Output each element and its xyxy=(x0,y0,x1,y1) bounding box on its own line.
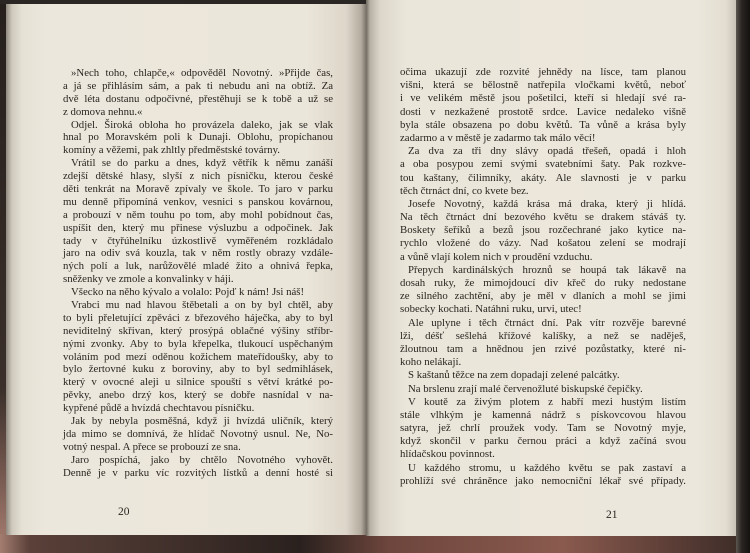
text-line: zdejší dětské hlasy, slyší z nich písničku, kterou české xyxy=(63,170,333,183)
text-line: dosti v nezkažené prostotě srdce. Lavice nedaleko višně xyxy=(400,105,686,118)
text-line: mu denně připomíná venkov, vesnici s panskou kovárnou, xyxy=(63,195,333,208)
text-line: uspíšit den, který mu přinese výsluzbu a odpočinek. Jak xyxy=(63,221,333,234)
text-line: i ve velikém městě jsou pošetilci, kteří si hledají své ra- xyxy=(400,92,686,105)
text-line: Vrabci mu nad hlavou štěbetali a on by byl chtěl, aby xyxy=(71,299,333,312)
text-line: Denně je v parku víc rozvitých lístků a denní hosté si xyxy=(63,466,333,479)
text-line: V koutě za živým plotem z habří mezi hustým listím xyxy=(408,395,686,408)
paragraph xyxy=(400,369,686,382)
text-line: těch čtrnáct dní, co kvete bez. xyxy=(400,184,529,197)
text-line: Na těch čtrnáct dní bezového květu se drakem stáváš ty. xyxy=(400,211,686,224)
text-line: jaro na odiv svá kouzla, tak v něm rostly obrazy vzdále- xyxy=(63,247,333,260)
text-line: votný nespal. A přece se probouzí ze sna. xyxy=(63,440,241,453)
text-line: a oba posypou zemi svými svatebními šaty. Pak rozkve- xyxy=(400,158,686,171)
text-line: S kaštanů těžce na zem dopadají zelené palcátky. xyxy=(408,369,620,382)
text-line: nými zvonky. Aby to byla křepelka, tlukoucí uspěchaným xyxy=(63,337,333,350)
text-line: »Nech toho, chlapče,« odpověděl Novotný. »Přijde čas, xyxy=(71,67,333,79)
text-line: dosah ruky, že mimojdoucí div křeč do ruky nedostane xyxy=(400,277,686,289)
paragraph xyxy=(63,299,333,415)
scan-border-right xyxy=(736,0,750,553)
text-line: Vrátil se do parku a dnes, když větřík k němu zanáší xyxy=(71,157,333,170)
text-line: a vůně vlají kolem nich v proudění vzduchu. xyxy=(400,250,593,263)
text-line: Josefe Novotný, každá krása má draka, který ji hlídá. xyxy=(408,197,686,210)
text-line: žloutnou tam a hnědnou jen rzivé pozůstatky, které ni- xyxy=(400,342,686,355)
paragraph xyxy=(400,198,686,264)
text-line: Odjel. Široká obloha ho provázela daleko, jak se vlak xyxy=(71,118,333,131)
text-line: tady v čtyřúhelníku úzkostlivě vyměřeném rozkládalo xyxy=(63,234,333,247)
paragraph xyxy=(400,66,686,145)
text-line: lži, déšť sešlehá křížové kalíšky, a než se naděješ, xyxy=(400,329,686,342)
text-line: komíny a věžemi, pak zhltly předměstské továrny. xyxy=(63,144,280,157)
text-line: jda mimo se domnívá, že hlídač Novotný usnul. Ne, No- xyxy=(63,427,333,440)
text-line: voláním pod mezí oděnou kožichem mateřídoušky, aby to xyxy=(63,350,333,363)
text-line: Boskety šeříků a bezů jsou rozčechrané jako kytice na- xyxy=(400,224,686,237)
text-line: hlídačskou povinnost. xyxy=(400,448,495,461)
paragraph xyxy=(63,454,333,480)
book-cover-edge-bottom xyxy=(0,534,750,553)
text-line: a probouzí v něm touhu po tom, aby mohl pobídnout čas, xyxy=(63,208,333,221)
text-line: dvě léta dostanu odpočivné, přestěhuji se k tobě a už se xyxy=(63,92,333,105)
paragraph xyxy=(63,157,333,286)
paragraph xyxy=(400,317,686,370)
text-line: byla stále obsazena po dobu květů. Ta vůně a krása byly xyxy=(400,118,686,131)
text-line: Přepych kardinálských hroznů se houpá tak lákavě na xyxy=(408,263,686,276)
text-line: stále vlhkým je kamenná nádrž s pískovcovou hlavou xyxy=(400,408,686,421)
paragraph xyxy=(400,145,686,198)
text-line: a já se přihlásím sám, a pak ti nebudu ani na obtíž. Za xyxy=(63,79,333,92)
text-line: hnal po Moravském poli k Dunaji. Oblohu, propíchanou xyxy=(63,131,333,144)
text-line: očima ukazují zde rozvité jehnědy na lísce, tam planou xyxy=(400,66,686,78)
paragraph xyxy=(400,264,686,317)
text-line: pěvky, anebo drzý kos, který se dobře nasnídal v na- xyxy=(63,389,333,402)
text-column xyxy=(63,67,333,480)
text-line: neviditelný skřivan, který prosýpá oblačné výšiny stříbr- xyxy=(63,324,333,337)
text-line: Na brslenu zrají malé červenožluté biskupské čepičky. xyxy=(408,382,643,395)
text-line: z domova nehnu.« xyxy=(63,105,143,118)
text-line: když skončil v parku černou práci a když začíná svou xyxy=(400,435,686,448)
text-line: sněženky ve zmole a konvalinky v háji. xyxy=(63,273,234,286)
text-line: Všecko na něho kývalo a volalo: Pojď k nám! Jsi náš! xyxy=(71,286,305,299)
text-line: Jak by nebyla posměšná, když ji hvízdá uličník, který xyxy=(71,415,333,428)
text-line: kypřené půdě a hvízdá chechtavou písničku. xyxy=(63,402,255,415)
text-line: to byli přeletující zpěváci z březového háječka, aby to byl xyxy=(63,311,333,324)
page-number: 20 xyxy=(118,506,130,518)
text-line: satyra, jež chrlí proužek vody. Tam se Novotný myje, xyxy=(400,422,686,435)
text-line: U každého stromu, u každého květu se pak zastaví a xyxy=(408,461,686,474)
text-line: bylo žertovné kuku z boroviny, aby to byl sedmihlásek, xyxy=(63,363,333,376)
paragraph xyxy=(63,119,333,158)
text-line: zadarmo a v městě je zadarmo tak málo věcí! xyxy=(400,131,596,144)
text-line: sobecky kochati. Natáhni ruku, urvi, utec! xyxy=(400,303,582,316)
text-line: který v ovocné aleji u silnice spouští s větví krátké po- xyxy=(63,376,333,389)
text-line: Jaro pospíchá, jako by chtělo Novotného vyhovět. xyxy=(71,453,333,466)
paragraph xyxy=(400,383,686,396)
text-line: koho nelákají. xyxy=(400,356,462,369)
paragraph xyxy=(400,396,686,462)
text-line: ných polí a luk, narůžovělé mladé žito a ohnivá řepka, xyxy=(63,260,333,273)
paragraph xyxy=(63,67,333,119)
text-line: ze silného zachtění, aby je měl v dlaních a mohl se jimi xyxy=(400,290,686,303)
text-line: Ale uplyne i těch čtrnáct dní. Pak vítr rozvěje barevné xyxy=(408,316,686,329)
paragraph xyxy=(63,415,333,454)
text-column xyxy=(400,66,686,488)
text-line: višni, která se bělostně natřepila vločkami květů, neboť xyxy=(400,79,686,92)
text-line: tou kaštany, čilimníky, akáty. Ale slavnosti je v parku xyxy=(400,171,686,184)
right-page xyxy=(366,0,736,536)
paragraph xyxy=(63,286,333,299)
text-line: rychlo vložené do vázy. Nad košatou zelení se modrají xyxy=(400,237,686,250)
page-number: 21 xyxy=(606,509,618,521)
text-line: děti tenkrát na Moravě zpívaly ve škole. To jaro v parku xyxy=(63,183,333,196)
left-page xyxy=(6,4,366,535)
text-line: prohlíží své chráněnce jako nemocniční lékař své případy. xyxy=(400,474,686,487)
paragraph xyxy=(400,462,686,488)
text-line: Za dva za tři dny slávy opadá třešeň, opadá i hloh xyxy=(408,145,686,158)
